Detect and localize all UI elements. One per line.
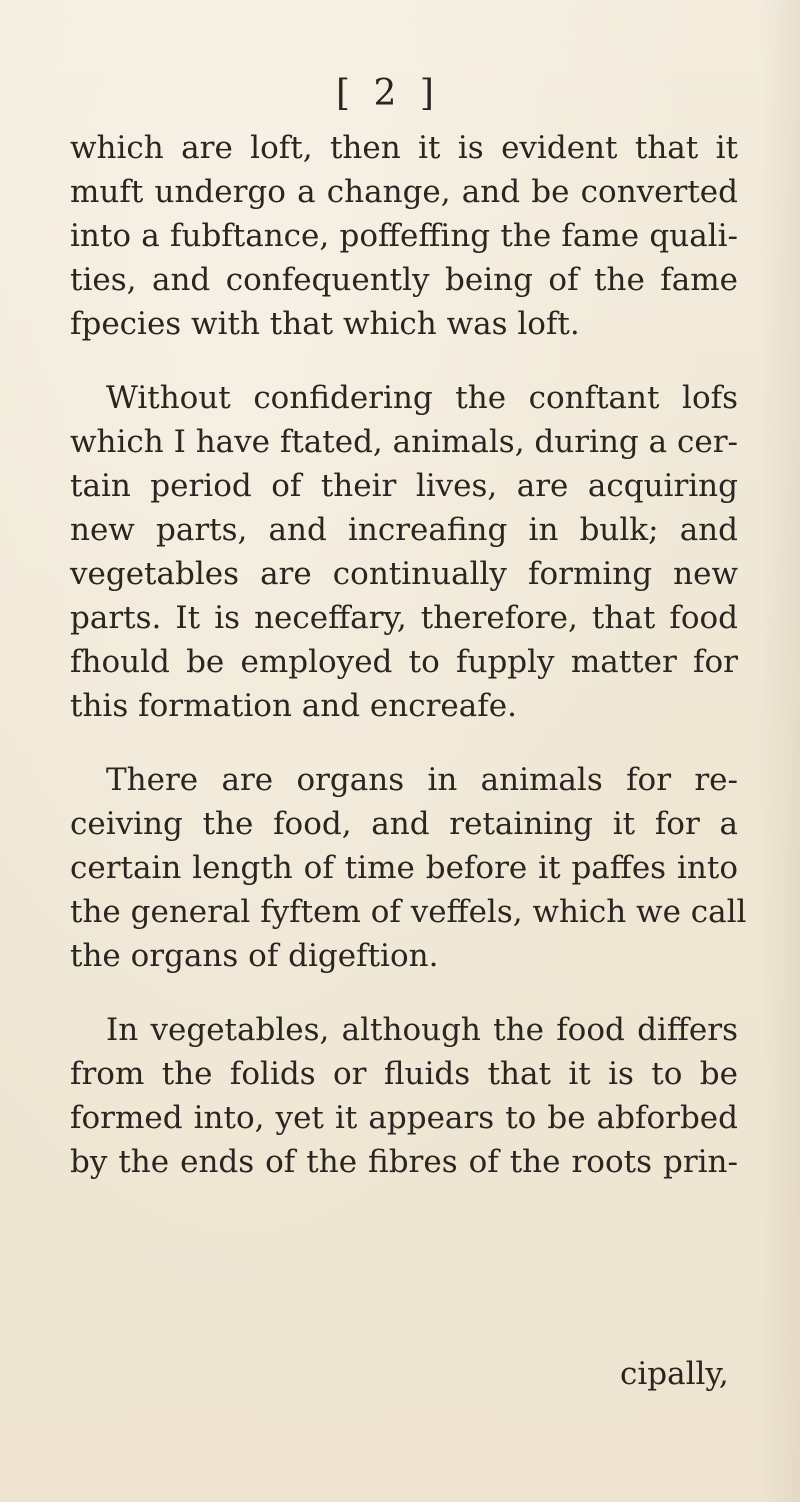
text-line: parts. It is neceffary, therefore, that food bbox=[70, 600, 738, 636]
text-line: ceiving the food, and retaining it for a bbox=[70, 806, 738, 842]
catchword: cipally, bbox=[620, 1356, 729, 1392]
text-line: new parts, and increafing in bulk; and bbox=[70, 512, 738, 548]
text-line: Without confidering the conftant lofs bbox=[106, 380, 738, 416]
text-line: tain period of their lives, are acquiring bbox=[70, 468, 738, 504]
text-line: certain length of time before it paffes into bbox=[70, 850, 738, 886]
text-line: muft undergo a change, and be converted bbox=[70, 174, 738, 210]
text-line: this formation and encreafe. bbox=[70, 688, 517, 724]
body-text bbox=[70, 126, 747, 1184]
text-line: formed into, yet it appears to be abforbed bbox=[70, 1100, 738, 1136]
page-edge-shadow bbox=[760, 0, 800, 1502]
text-line: ties, and confequently being of the fame bbox=[70, 262, 738, 298]
paragraph bbox=[70, 758, 747, 978]
text-line: which I have ftated, animals, during a cer- bbox=[70, 424, 738, 460]
text-line: into a fubftance, poffeffing the fame quali- bbox=[70, 218, 738, 254]
text-line: the organs of digeftion. bbox=[70, 938, 439, 974]
page-number: [ 2 ] bbox=[336, 73, 440, 114]
text-line: In vegetables, although the food differs bbox=[106, 1012, 738, 1048]
text-line: from the folids or fluids that it is to be bbox=[70, 1056, 738, 1092]
text-line: vegetables are continually forming new bbox=[70, 556, 738, 592]
text-line: There are organs in animals for re- bbox=[106, 762, 738, 798]
text-line: fhould be employed to fupply matter for bbox=[70, 644, 738, 680]
text-line: by the ends of the fibres of the roots prin- bbox=[70, 1144, 738, 1180]
text-line: fpecies with that which was loft. bbox=[70, 306, 580, 342]
text-line: which are loft, then it is evident that it bbox=[70, 130, 738, 166]
paragraph bbox=[70, 376, 738, 728]
paragraph bbox=[70, 1008, 738, 1184]
text-line: the general fyftem of veffels, which we call bbox=[70, 894, 747, 930]
paragraph bbox=[70, 126, 738, 346]
